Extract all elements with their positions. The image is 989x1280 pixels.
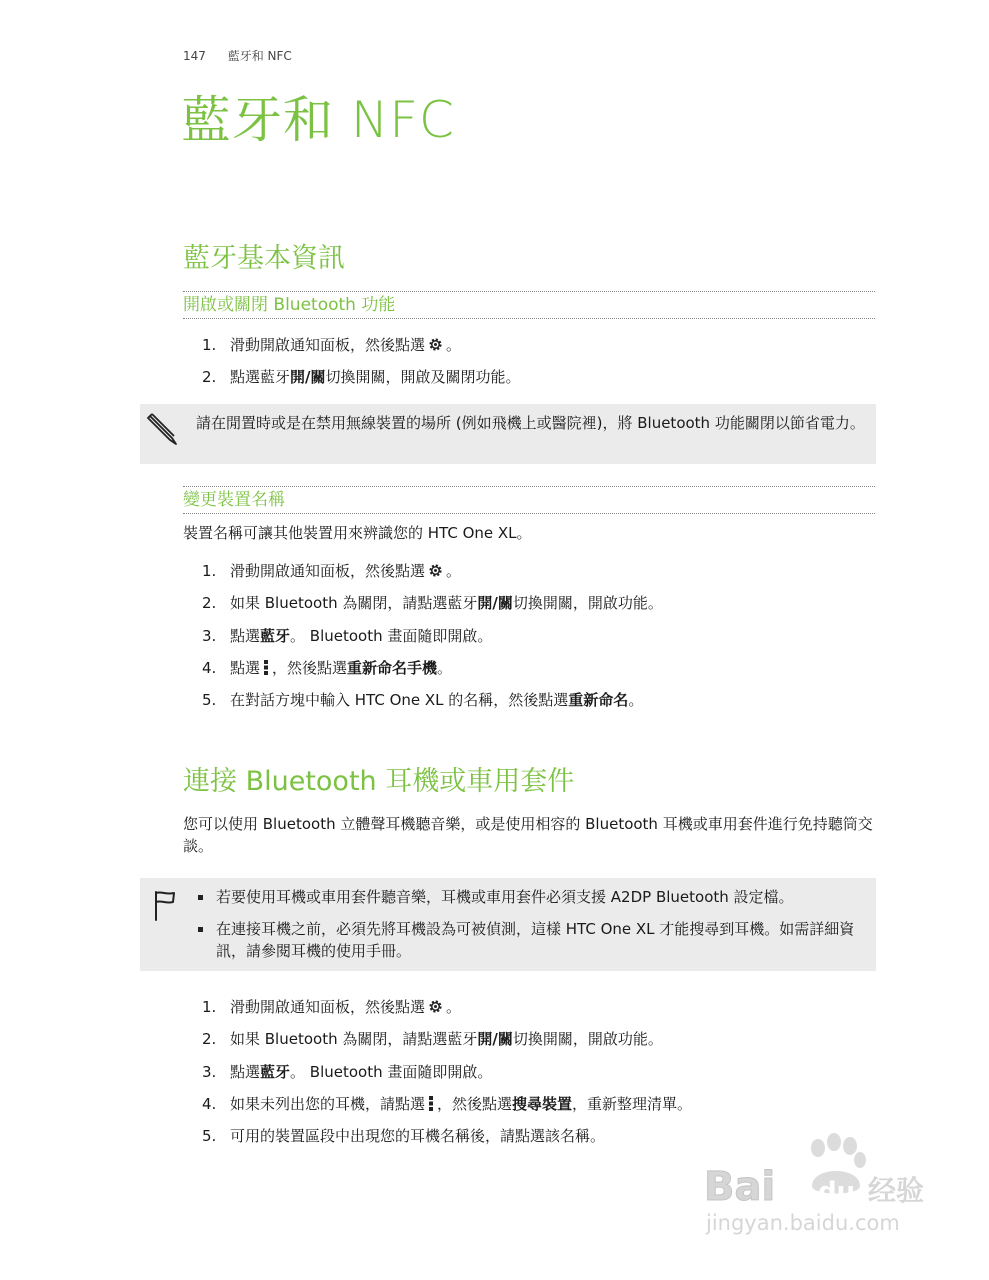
running-header (183, 47, 310, 64)
menu-dots-icon (263, 659, 269, 676)
step-keyword: 開/關 (477, 594, 513, 613)
list-item (202, 625, 872, 657)
list-item (202, 334, 872, 366)
step-text: 滑動開啟通知面板，然後點選 (230, 562, 426, 580)
menu-dots-icon (428, 1095, 434, 1112)
step-number: 2. (202, 368, 217, 387)
step-number: 4. (202, 1094, 217, 1113)
step-keyword: 重新命名手機 (347, 658, 438, 677)
gear-icon (428, 563, 443, 578)
step-keyword: 藍牙 (260, 626, 291, 645)
step-number: 1. (202, 998, 217, 1016)
svg-text:Bai: Bai (704, 1164, 776, 1210)
svg-text:du: du (818, 1177, 856, 1207)
step-text-end: 。 (628, 691, 644, 710)
step-number: 2. (202, 594, 217, 613)
step-text-end: 。 (446, 562, 462, 580)
subsection-title-toggle-bluetooth: 開啟或關閉 Bluetooth 功能 (183, 291, 875, 319)
paragraph-rename-intro: 裝置名稱可讓其他裝置用來辨識您的 HTC One XL。 (183, 524, 532, 542)
step-text-end: 切換開關，開啟功能。 (512, 594, 663, 613)
step-number: 4. (202, 658, 217, 677)
step-text: 點選藍牙 (230, 368, 291, 387)
baidu-watermark-logo (700, 1130, 940, 1240)
step-text-end: 。 Bluetooth 畫面隨即開啟。 (290, 1062, 493, 1081)
steps-rename-device (202, 560, 872, 721)
step-keyword: 開/關 (290, 368, 326, 387)
pencil-icon (146, 410, 182, 446)
list-item (202, 560, 872, 592)
step-text: 在對話方塊中輸入 HTC One XL 的名稱，然後點選 (230, 691, 569, 710)
step-number: 3. (202, 626, 217, 645)
step-text: 如果 Bluetooth 為關閉，請點選藍牙 (230, 594, 478, 613)
section-title-bluetooth-basics: 藍牙基本資訊 (183, 243, 345, 274)
step-number: 2. (202, 1030, 217, 1049)
note-text: 在連接耳機之前，必須先將耳機設為可被偵測，這樣 HTC One XL 才能搜尋到耳機。如需詳細資訊，請參閱耳機的使用手冊。 (216, 920, 855, 960)
step-text: 點選 (230, 1062, 261, 1081)
step-text-end: 。 (437, 658, 453, 677)
step-text: 如果 Bluetooth 為關閉，請點選藍牙 (230, 1030, 478, 1049)
step-number: 5. (202, 1127, 217, 1146)
step-text-end: 切換開關，開啟功能。 (512, 1030, 663, 1049)
note-box-power-saving (140, 404, 876, 464)
subsection-title-rename-device: 變更裝置名稱 (183, 486, 875, 514)
step-number: 1. (202, 336, 217, 354)
bullet (198, 895, 203, 900)
bullet (198, 927, 203, 932)
steps-toggle-bluetooth (202, 334, 872, 399)
list-item (202, 1028, 872, 1060)
list-item (202, 1061, 872, 1093)
step-number: 3. (202, 1062, 217, 1081)
list-item (202, 366, 872, 398)
step-text-end: 。 (446, 336, 462, 354)
page-number: 147 (183, 49, 206, 63)
step-text: 滑動開啟通知面板，然後點選 (230, 336, 426, 354)
list-item (202, 996, 872, 1028)
step-text: 點選 (230, 658, 261, 677)
list-item (202, 592, 872, 624)
step-text-end: ，重新整理清單。 (572, 1094, 693, 1113)
gear-icon (428, 999, 443, 1014)
list-item (202, 689, 872, 721)
svg-text:jingyan.baidu.com: jingyan.baidu.com (706, 1211, 900, 1235)
step-text: 點選 (230, 626, 261, 645)
svg-text:经验: 经验 (868, 1174, 925, 1207)
list-item (198, 886, 866, 908)
step-text-mid: ，然後點選 (272, 658, 348, 677)
step-keyword: 開/關 (477, 1030, 513, 1049)
note-bullet-list (198, 886, 866, 962)
step-keyword: 藍牙 (260, 1062, 291, 1081)
list-item (202, 657, 872, 689)
step-number: 5. (202, 691, 217, 710)
list-item (198, 918, 866, 962)
step-text-end: 。 Bluetooth 畫面隨即開啟。 (290, 626, 493, 645)
step-text: 可用的裝置區段中出現您的耳機名稱後，請點選該名稱。 (230, 1127, 606, 1146)
gear-icon (428, 337, 443, 352)
paragraph-headset-intro: 您可以使用 Bluetooth 立體聲耳機聽音樂，或是使用相容的 Bluetooth 耳機或車用套件進行免持聽筒交談。 (183, 815, 873, 855)
step-keyword: 搜尋裝置 (512, 1094, 573, 1113)
chapter-title: 藍牙和 NFC (181, 91, 455, 149)
step-text-mid: ，然後點選 (437, 1094, 513, 1113)
step-text-end: 切換開關，開啟及關閉功能。 (325, 368, 521, 387)
list-item (202, 1093, 872, 1125)
flag-icon (152, 888, 178, 922)
step-text: 如果未列出您的耳機，請點選 (230, 1094, 426, 1113)
step-text-end: 。 (446, 998, 462, 1016)
note-text: 請在閒置時或是在禁用無線裝置的場所 (例如飛機上或醫院裡)，將 Bluetooth 功能關閉以節省電力。 (196, 414, 865, 432)
step-number: 1. (202, 562, 217, 580)
note-text: 若要使用耳機或車用套件聽音樂，耳機或車用套件必須支援 A2DP Bluetooth 設定檔。 (216, 888, 794, 906)
step-text: 滑動開啟通知面板，然後點選 (230, 998, 426, 1016)
note-box-headset (140, 878, 876, 971)
step-keyword: 重新命名 (568, 691, 629, 710)
section-title-connect-headset: 連接 Bluetooth 耳機或車用套件 (183, 766, 575, 797)
running-title: 藍牙和 NFC (227, 49, 292, 63)
